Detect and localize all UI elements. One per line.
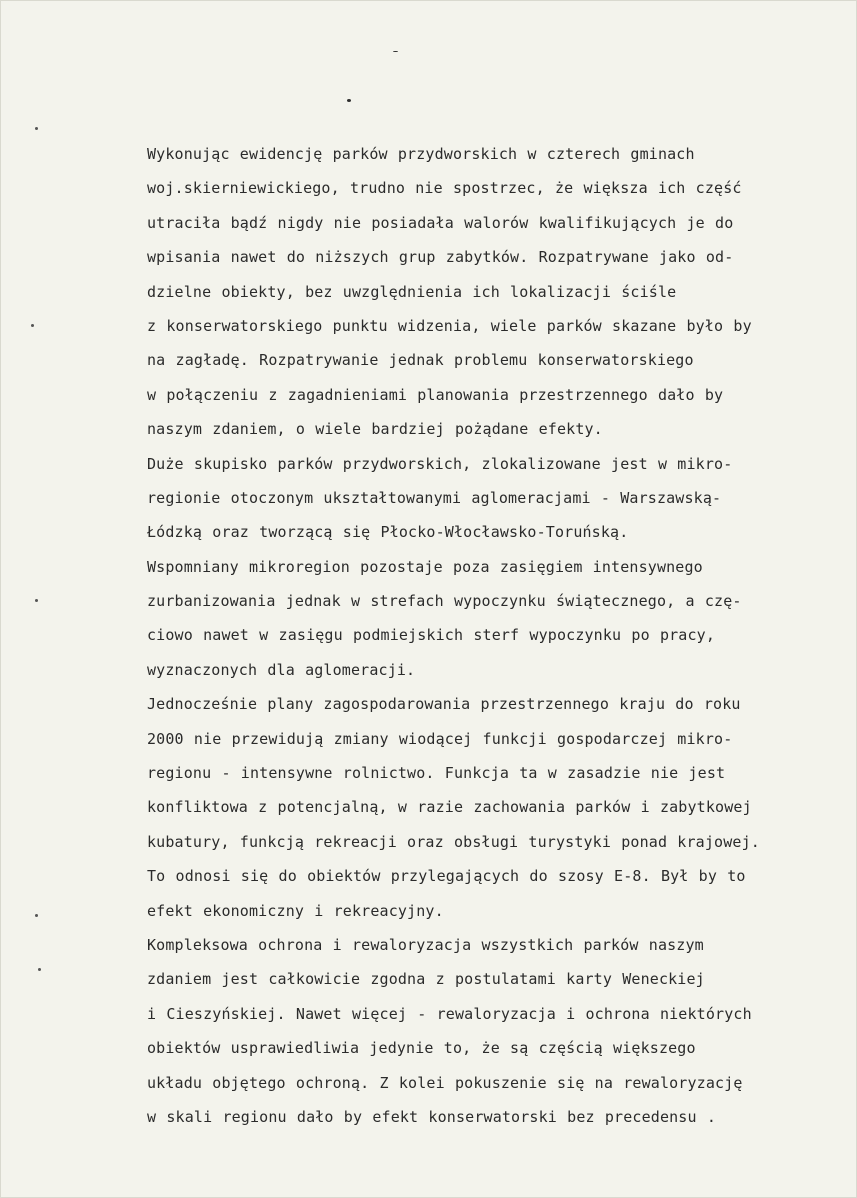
- text-line: wyznaczonych dla aglomeracji.: [147, 660, 416, 679]
- text-line: Wspomniany mikroregion pozostaje poza zasięgiem intensywnego: [147, 557, 703, 576]
- text-line: woj.skierniewickiego, trudno nie spostrzec, że większa ich część: [147, 179, 742, 198]
- text-line: efekt ekonomiczny i rekreacyjny.: [147, 901, 444, 920]
- text-line: z konserwatorskiego punktu widzenia, wiele parków skazane było by: [147, 316, 752, 335]
- binding-hole-mark: [35, 914, 38, 917]
- text-line: dzielne obiekty, bez uwzględnienia ich lokalizacji ściśle: [147, 282, 677, 301]
- binding-hole-mark: [35, 127, 38, 130]
- text-line: konfliktowa z potencjalną, w razie zachowania parków i zabytkowej: [147, 798, 752, 817]
- text-line: w skali regionu dało by efekt konserwatorski bez precedensu .: [147, 1107, 717, 1126]
- text-line: regionu - intensywne rolnictwo. Funkcja ta w zasadzie nie jest: [147, 764, 726, 783]
- text-line: zurbanizowania jednak w strefach wypoczynku świątecznego, a czę-: [147, 592, 742, 611]
- text-line: wpisania nawet do niższych grup zabytków. Rozpatrywane jako od-: [147, 248, 734, 267]
- typed-body: [147, 137, 837, 1134]
- text-line: To odnosi się do obiektów przylegających do szosy E-8. Był by to: [147, 867, 746, 886]
- text-line: na zagładę. Rozpatrywanie jednak problemu konserwatorskiego: [147, 351, 694, 370]
- text-line: kubatury, funkcją rekreacji oraz obsługi turystyki ponad krajowej.: [147, 832, 760, 851]
- ink-speck: [393, 51, 398, 52]
- text-line: naszym zdaniem, o wiele bardziej pożądane efekty.: [147, 420, 603, 439]
- text-line: ciowo nawet w zasięgu podmiejskich sterf wypoczynku po pracy,: [147, 626, 716, 645]
- text-line: Kompleksowa ochrona i rewaloryzacja wszystkich parków naszym: [147, 935, 704, 954]
- text-line: Jednocześnie plany zagospodarowania przestrzennego kraju do roku: [147, 695, 741, 714]
- binding-hole-mark: [31, 324, 34, 327]
- text-line: zdaniem jest całkowicie zgodna z postulatami karty Weneckiej: [147, 970, 705, 989]
- text-line: w połączeniu z zagadnieniami planowania przestrzennego dało by: [147, 385, 724, 404]
- text-line: utraciła bądź nigdy nie posiadała walorów kwalifikujących je do: [147, 213, 734, 232]
- text-line: obiektów usprawiedliwia jedynie to, że są częścią większego: [147, 1039, 696, 1058]
- text-line: 2000 nie przewidują zmiany wiodącej funkcji gospodarczej mikro-: [147, 729, 733, 748]
- text-line: Łódzką oraz tworzącą się Płocko-Włocławsko-Toruńską.: [147, 523, 629, 542]
- text-line: układu objętego ochroną. Z kolei pokuszenie się na rewaloryzację: [147, 1073, 743, 1092]
- text-line: Wykonując ewidencję parków przydworskich w czterech gminach: [147, 145, 695, 163]
- ink-speck: [347, 99, 351, 102]
- binding-hole-mark: [35, 599, 38, 602]
- text-line: Duże skupisko parków przydworskich, zlokalizowane jest w mikro-: [147, 454, 733, 473]
- binding-hole-mark: [38, 968, 41, 971]
- text-line: regionie otoczonym ukształtowanymi aglomeracjami - Warszawską-: [147, 488, 722, 507]
- text-line: i Cieszyńskiej. Nawet więcej - rewaloryzacja i ochrona niektórych: [147, 1004, 752, 1023]
